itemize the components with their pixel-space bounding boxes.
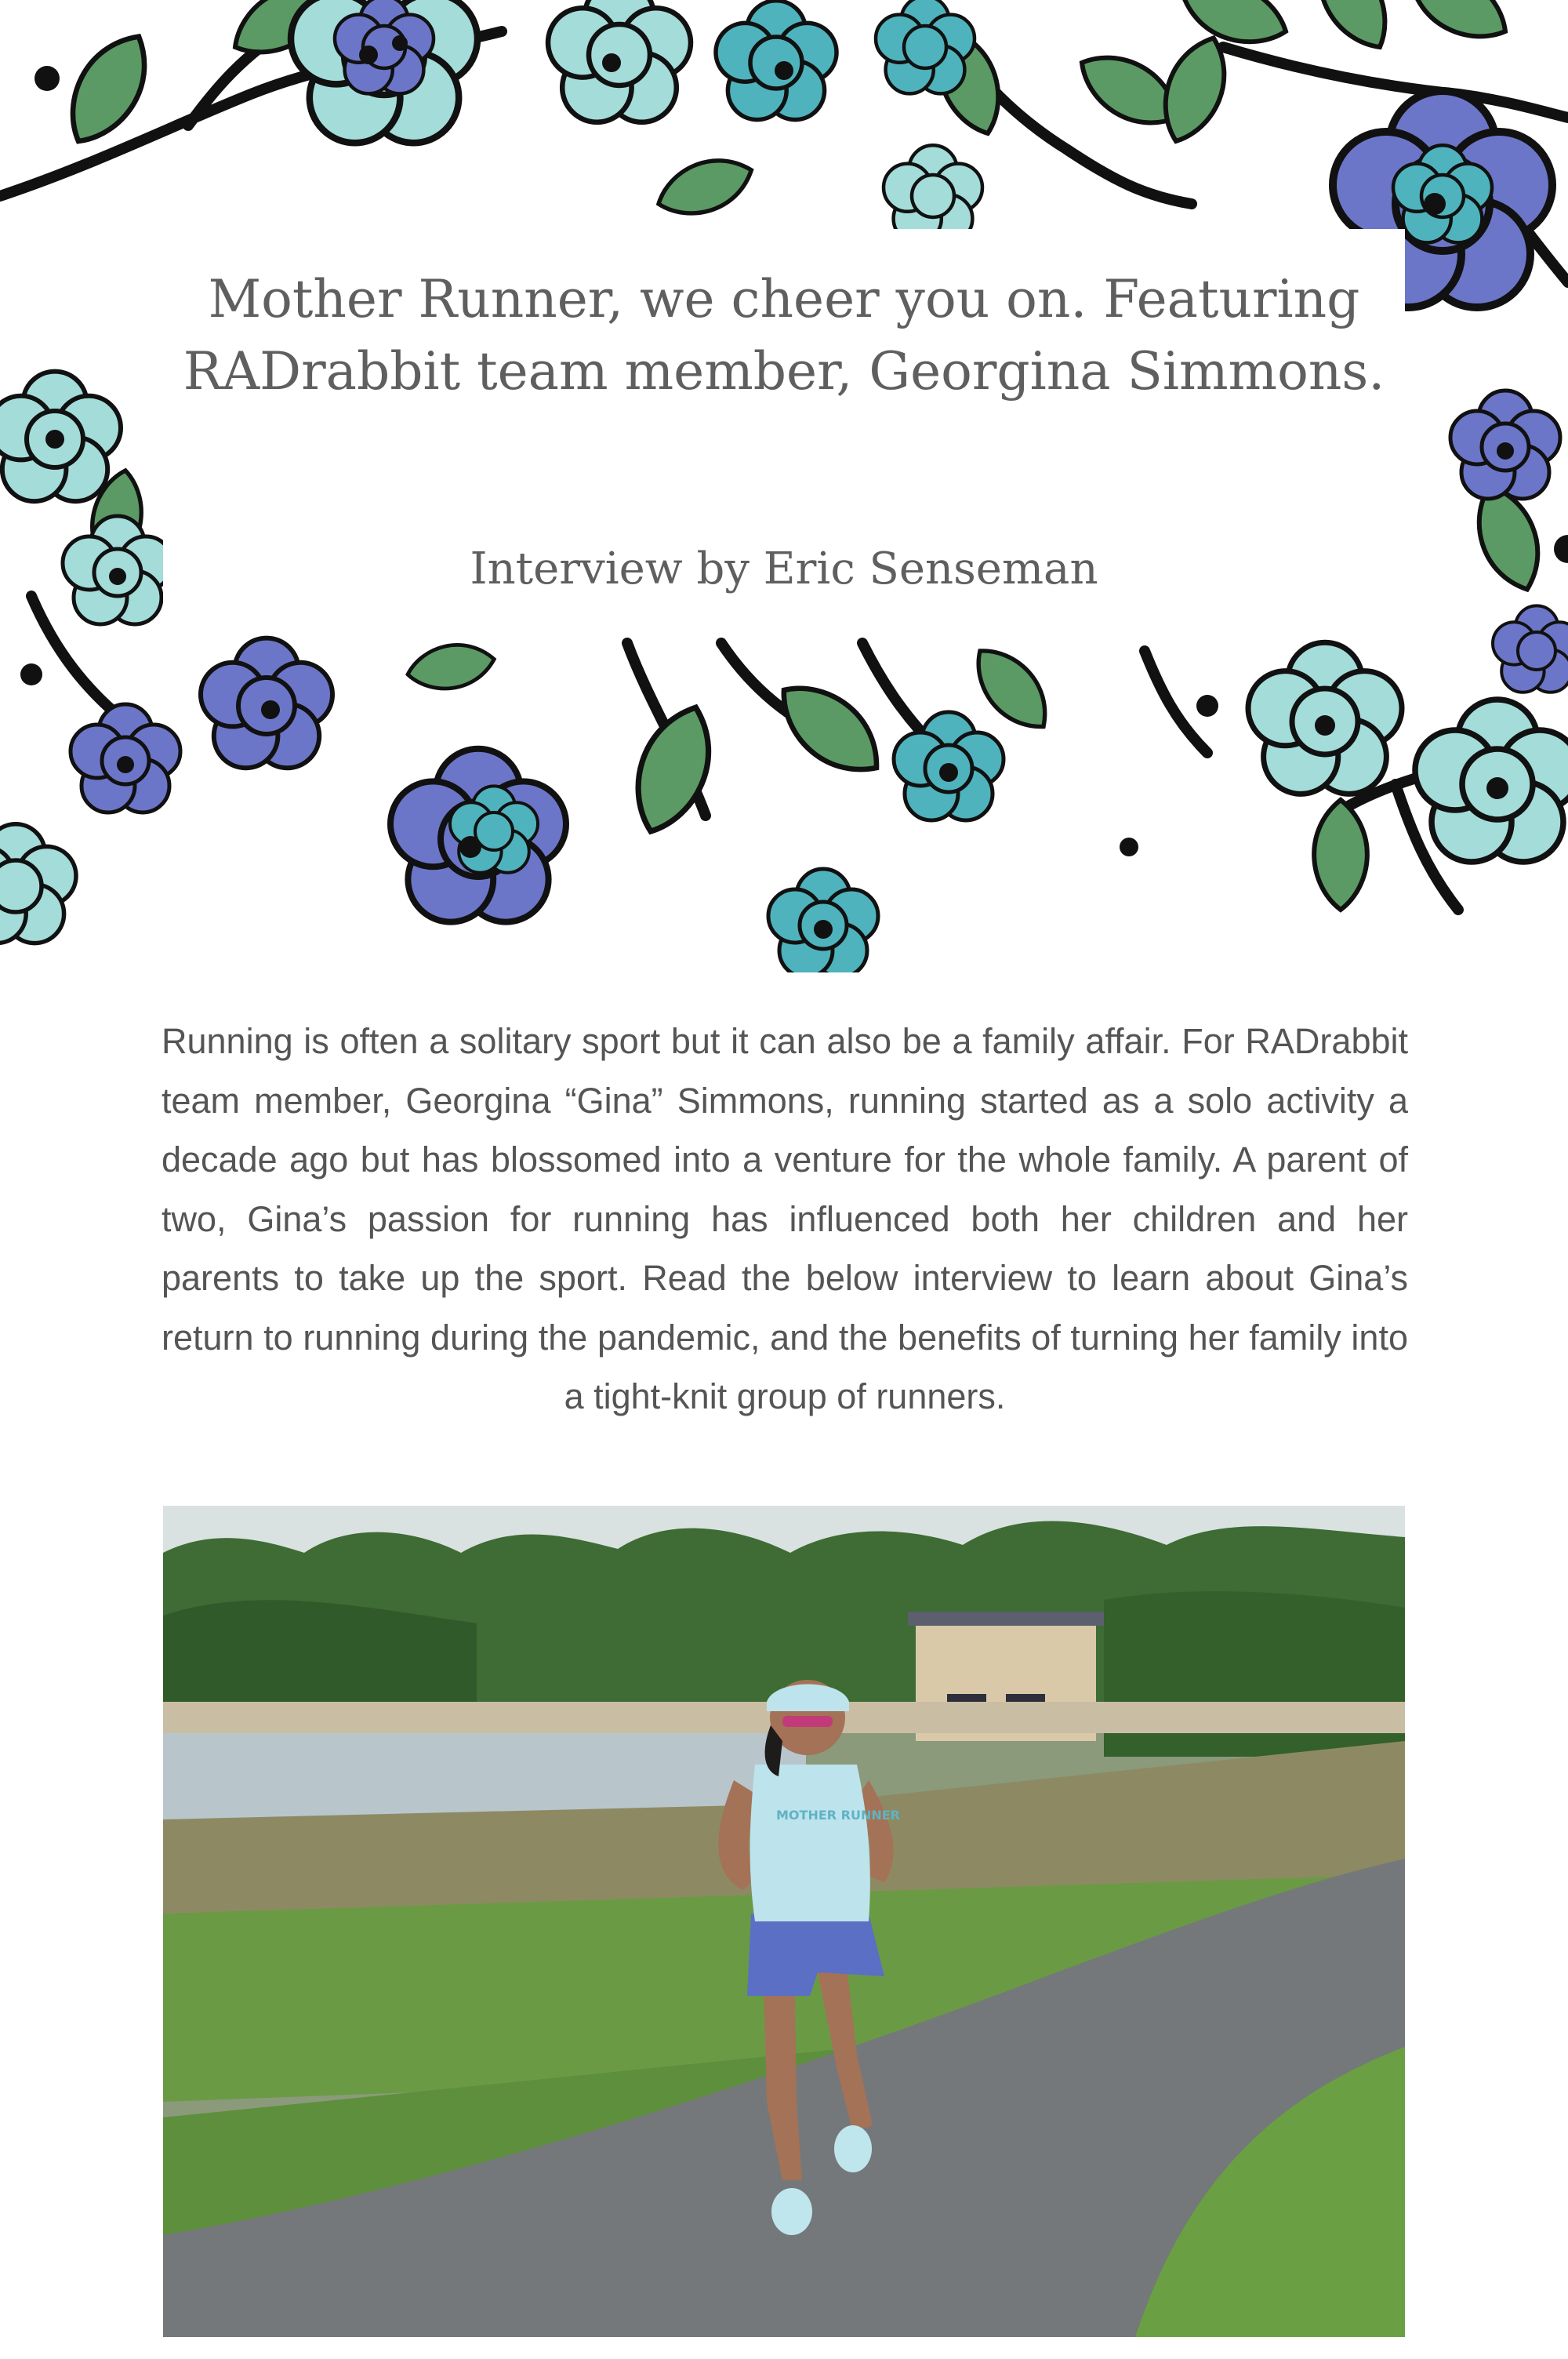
floral-header <box>0 0 1568 972</box>
intro-paragraph: Running is often a solitary sport but it can also be a family affair. For RADrabbit team member, Georgina “Gina” Simmons, running started as a solo activity a decade ago but has blossomed into a venture for the whole family. A parent of two, Gina’s passion for running has influenced both her children and her parents to take up the sport. Read the below interview to learn about Gina’s return to running during the pandemic, and the benefits of turning her family into a tight-knit group of runners. <box>162 1021 1408 1416</box>
shirt-text: MOTHER RUNNER <box>776 1808 900 1823</box>
title-card <box>163 229 1405 635</box>
byline: Interview by Eric Senseman <box>470 543 1098 594</box>
runner-photo-illustration <box>163 1506 1405 2337</box>
runner-photo <box>163 1506 1405 2337</box>
headline: Mother Runner, we cheer you on. Featuring RADrabbit team member, Georgina Simmons. <box>183 269 1385 402</box>
